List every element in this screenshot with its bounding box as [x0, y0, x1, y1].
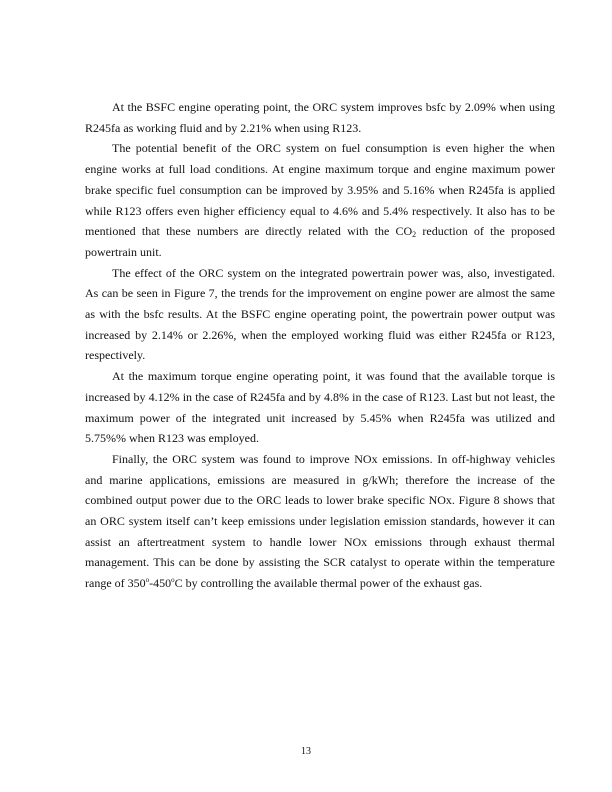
paragraph-text: C by controlling the available thermal power of the exhaust gas.	[174, 576, 483, 591]
degree-superscript: o	[171, 576, 175, 585]
paragraph-text: -450	[149, 576, 172, 591]
paragraph-text: The potential benefit of the ORC system on fuel consumption is even higher the when engine works at full load conditions. At engine maximum torque and engine maximum power brake specific fuel consumption can be improved by 3.95% and 5.16% when R245fa is applied while R123 offers even higher efficiency equal to 4.6% and 5.4% respectively. It also has to be mentioned that these numbers are directly related with the CO	[85, 141, 555, 239]
body-text	[85, 97, 555, 594]
paragraph-text: Finally, the ORC system was found to improve NOx emissions. In off-highway vehicles and marine applications, emissions are measured in g/kWh; therefore the increase of the combined output power due to the ORC leads to lower brake specific NOx. Figure 8 shows that an ORC system itself can’t keep emissions under legislation emission standards, however it can assist an aftertreatment system to handle lower NOx emissions through exhaust thermal management. This can be done by assisting the SCR catalyst to operate within the temperature range of 350	[85, 451, 555, 591]
paragraph-text: reduction of the proposed powertrain unit.	[85, 224, 555, 259]
paragraph-bsfc-operating-point: At the BSFC engine operating point, the ORC system improves bsfc by 2.09% when using R245fa as working fluid and by 2.21% when using R123.	[85, 100, 555, 135]
page-number: 13	[301, 746, 311, 757]
paragraph-powertrain-power: The effect of the ORC system on the integrated powertrain power was, also, investigated. As can be seen in Figure 7, the trends for the improvement on engine power are almost the same as with the bsfc results. At the BSFC engine operating point, the powertrain power output was increased by 2.14% or 2.26%, when the employed working fluid was either R245fa or R123, respectively.	[85, 265, 555, 363]
co2-subscript: 2	[412, 230, 417, 240]
paragraph-full-load-benefit	[85, 138, 555, 262]
degree-superscript: o	[145, 576, 150, 585]
paragraph-max-torque: At the maximum torque engine operating point, it was found that the available torque is increased by 4.12% in the case of R245fa and by 4.8% in the case of R123. Last but not least, the maximum power of the integrated unit increased by 5.45% when R245fa was utilized and 5.75%% when R123 was employed.	[85, 369, 555, 446]
paragraph-nox-emissions	[85, 449, 555, 594]
